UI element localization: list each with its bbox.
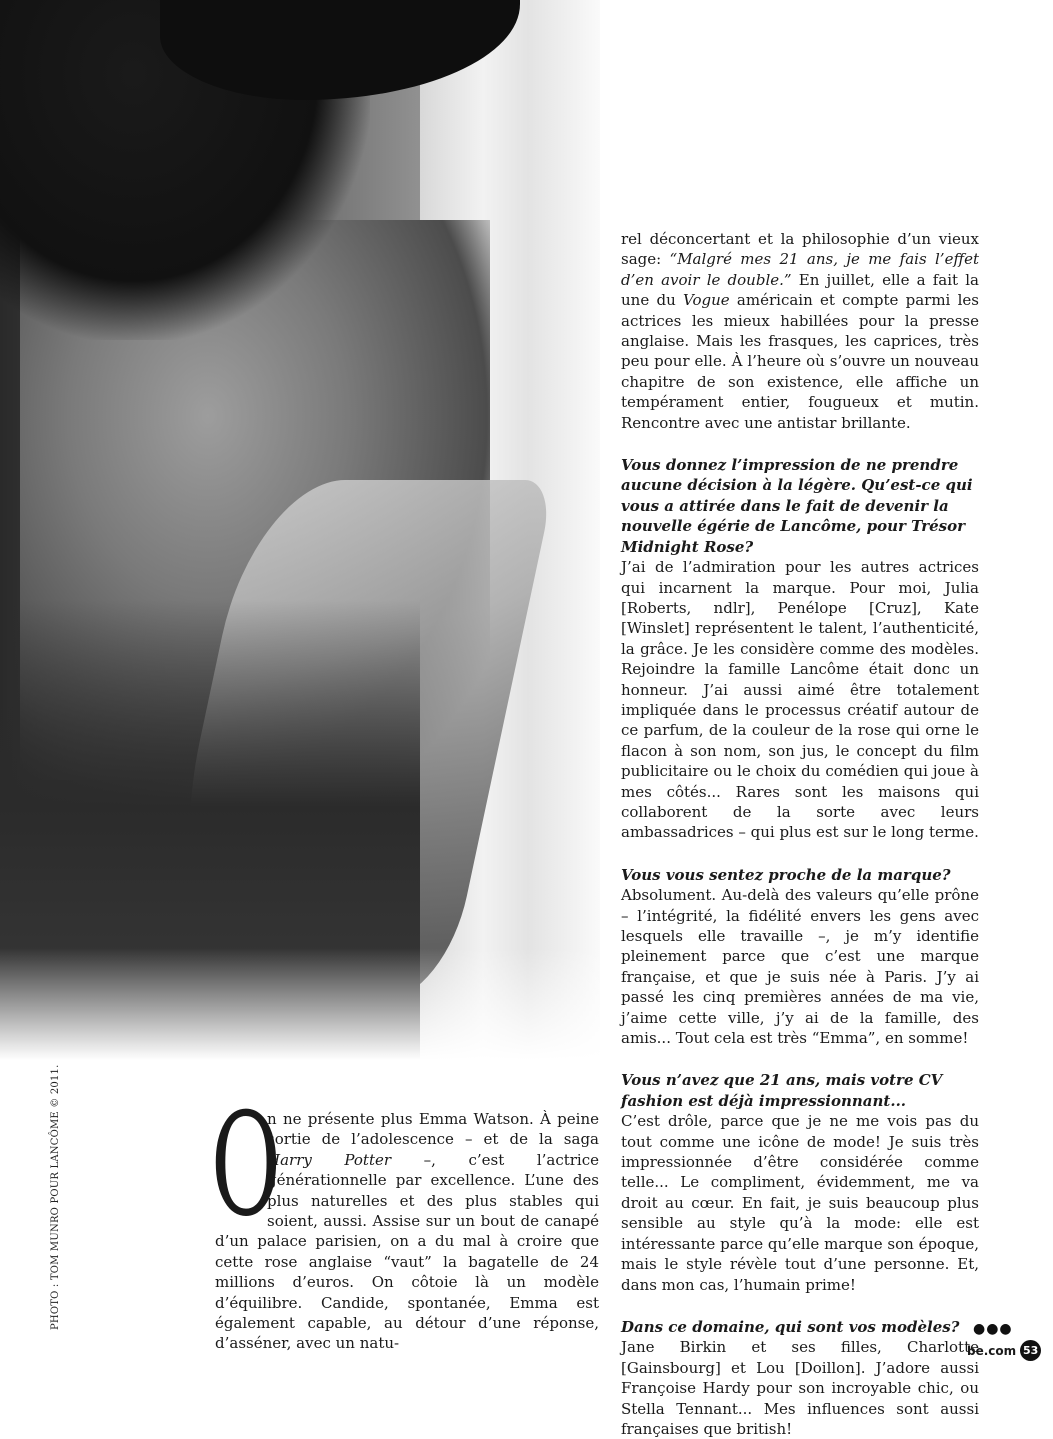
- question-3: Vous n’avez que 21 ans, mais votre CV fashion est déjà impressionnant...: [621, 1071, 943, 1110]
- intro-text: n ne présente plus Emma Watson. À peine sortie de l’adolescence – et de la saga: [267, 1110, 599, 1149]
- magazine-name: Vogue: [683, 291, 730, 310]
- page-number: 53: [1020, 1340, 1041, 1361]
- continuation-text: américain et compte parmi les actrices les mieux habillées pour la presse anglaise. Mais les frasques, les caprices, très peu pour elle. À l’heure où s’ouvre un nouveau chapitre de son existence, elle affiche un tempérament entier, fougueux et mutin. Rencontre avec une antistar brillante.: [621, 291, 979, 432]
- page-footer: [967, 1340, 1041, 1361]
- question-1: Vous donnez l’impression de ne prendre aucune décision à la légère. Qu’est-ce qui vous a attirée dans le fait de devenir la nouvelle égérie de Lancôme, pour Trésor Midnight Rose?: [621, 456, 973, 556]
- continuation-text: En juillet, elle a fait la une du: [621, 270, 979, 310]
- photo-bottom-fade: [0, 900, 600, 1060]
- portrait-photo: [0, 0, 600, 1060]
- answer-4: Jane Birkin et ses filles, Charlotte [Gainsbourg] et Lou [Doillon]. J’adore aussi Françoise Hardy pour son incroyable chic, ou Stella Tennant... Mes influences sont aussi françaises que british!: [621, 1338, 979, 1438]
- question-4: Dans ce domaine, qui sont vos modèles?: [621, 1317, 960, 1336]
- article-intro: [211, 1083, 599, 1354]
- question-2: Vous vous sentez proche de la marque?: [621, 865, 951, 884]
- pull-quote: “Malgré mes 21 ans, je me fais l’effet d’en avoir le double.”: [621, 250, 979, 289]
- intro-continuation: [621, 229, 979, 433]
- drop-cap: O: [211, 1083, 281, 1248]
- site-name: be.com: [967, 1343, 1017, 1358]
- answer-3: C’est drôle, parce que je ne me vois pas du tout comme une icône de mode! Je suis très impressionnée d’être considérée comme telle... Le compliment, évidemment, me va droit au cœur. En fait, je suis beaucoup plus sensible au style qu’à la mode: elle est intéressante parce qu’elle marque son époque, mais le style révèle tout d’une personne. Et, dans mon cas, l’humain prime!: [621, 1112, 979, 1294]
- photo-credit: PHOTO : TOM MUNRO POUR LANCÔME © 2011.: [50, 1064, 61, 1330]
- continue-marker: ●●●: [973, 1321, 1013, 1337]
- saga-title: Harry Potter: [267, 1150, 392, 1169]
- article-right-column: [621, 229, 979, 1439]
- answer-2: Absolument. Au-delà des valeurs qu’elle prône – l’intégrité, la fidélité envers les gens avec lesquels elle travaille –, je m’y identifie pleinement parce que c’est une marque française, et que je suis née à Paris. J’y ai passé les cinq premières années de ma vie, j’aime cette ville, j’y ai de la famille, des amis... Tout cela est très “Emma”, en somme!: [621, 886, 979, 1048]
- continuation-text: rel déconcertant et la philosophie d’un vieux sage:: [621, 230, 979, 269]
- intro-text: –, c’est l’actrice générationnelle par excellence. L’une des plus naturelles et des plus stables qui soient, aussi. Assise sur un bout de canapé d’un palace parisien, on a du mal à croire que cette rose anglaise “vaut” la bagatelle de 24 millions d’euros. On côtoie là un modèle d’équilibre. Candide, spontanée, Emma est également capable, au détour d’une réponse, d’asséner, avec un natu-: [215, 1150, 599, 1353]
- answer-1: J’ai de l’admiration pour les autres actrices qui incarnent la marque. Pour moi, Julia [Roberts, ndlr], Penélope [Cruz], Kate [Winslet] représentent le talent, l’authenticité, la grâce. Je les considère comme des modèles. Rejoindre la famille Lancôme était donc un honneur. J’ai aussi aimé être totalement impliquée dans le processus créatif autour de ce parfum, de la couleur de la rose qui orne le flacon à son nom, son jus, le concept du film publicitaire ou le choix du comédien qui joue à mes côtés... Rares sont les maisons qui collaborent de la sorte avec leurs ambassadrices – qui plus est sur le long terme.: [621, 558, 979, 842]
